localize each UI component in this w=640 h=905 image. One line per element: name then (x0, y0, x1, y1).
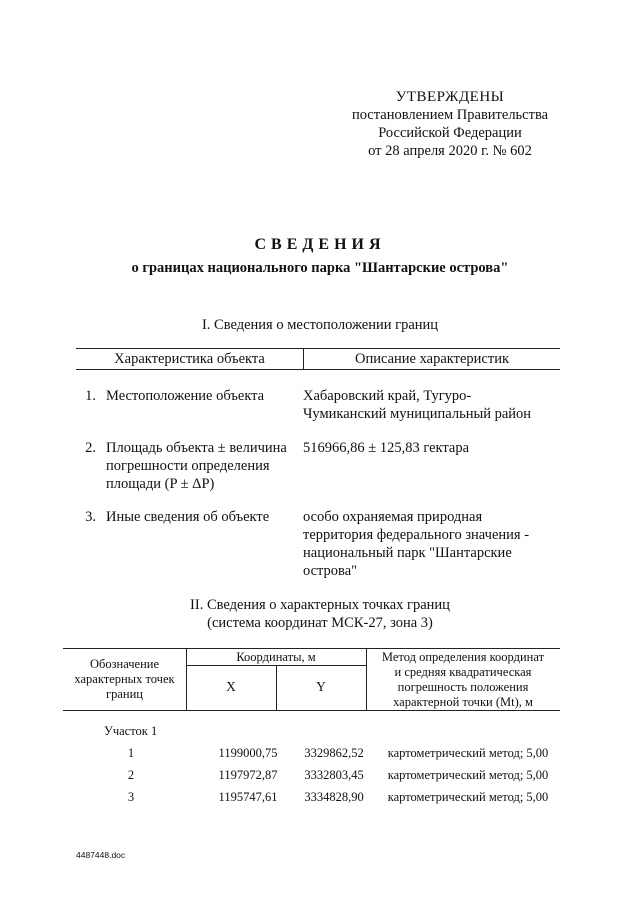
table-row (63, 746, 560, 762)
approval-line: постановлением Правительства (351, 107, 549, 123)
approval-heading: УТВЕРЖДЕНЫ (395, 89, 505, 105)
header-line: погрешность положения (397, 680, 529, 694)
table-2-col-coordinates: Координаты, м (236, 650, 316, 664)
header-line: Метод определения координат (381, 650, 545, 664)
header-line: характерной точки (Mt), м (393, 695, 533, 709)
row-value (303, 508, 565, 580)
section-2-heading-line: (система координат МСК-27, зона 3) (207, 615, 433, 631)
table-2-col-method (366, 650, 560, 710)
table-2-header-rule (63, 710, 560, 711)
coord-y: 3329862,52 (304, 746, 364, 760)
row-label-line: Площадь объекта ± величина (106, 440, 287, 456)
row-label-line: площади (P ± ΔP) (106, 476, 215, 492)
header-line: и средняя квадратическая (394, 665, 532, 679)
coord-x: 1197972,87 (218, 768, 278, 782)
row-value-line: острова" (303, 563, 358, 579)
approval-block (330, 88, 570, 160)
document-title: СВЕДЕНИЯ (254, 236, 386, 253)
point-number: 2 (127, 768, 135, 782)
table-row (63, 790, 560, 806)
table-2-col-x: X (226, 679, 236, 694)
coord-y: 3334828,90 (304, 790, 364, 804)
table-row (63, 768, 560, 784)
coord-x: 1195747,61 (218, 790, 278, 804)
table-1-col-description: Описание характеристик (354, 351, 509, 367)
header-line: Обозначение (89, 657, 160, 671)
table-2-col-y: Y (316, 679, 326, 694)
header-line: характерных точек (74, 672, 175, 686)
approval-line: Российской Федерации (378, 125, 522, 141)
row-label-line: Местоположение объекта (106, 388, 265, 404)
method: картометрический метод; 5,00 (387, 746, 549, 760)
table-2-col-designation (63, 657, 186, 702)
section-2-heading-line: II. Сведения о характерных точках границ (190, 597, 450, 613)
row-number: 2. (85, 440, 96, 456)
row-value-line: территория федерального значения - (303, 527, 530, 543)
row-label-line: Иные сведения об объекте (106, 509, 270, 525)
method: картометрический метод; 5,00 (387, 790, 549, 804)
row-value-line: 516966,86 ± 125,83 гектара (303, 440, 470, 456)
group-label: Участок 1 (104, 724, 158, 738)
row-number: 1. (85, 388, 96, 404)
section-1-heading: I. Сведения о местоположении границ (201, 317, 439, 333)
table-1-header-rule (76, 369, 560, 370)
table-1-top-rule (76, 348, 560, 349)
coord-y: 3332803,45 (304, 768, 364, 782)
row-label (106, 387, 301, 405)
point-number: 1 (127, 746, 135, 760)
method: картометрический метод; 5,00 (387, 768, 549, 782)
row-value (303, 387, 563, 423)
table-2-top-rule (63, 648, 560, 649)
table-1-col-characteristic: Характеристика объекта (114, 351, 265, 367)
approval-date: от 28 апреля 2020 г. № 602 (368, 143, 532, 159)
row-value (303, 439, 563, 457)
point-number: 3 (127, 790, 135, 804)
row-value-line: национальный парк "Шантарские (303, 545, 512, 561)
row-label (106, 508, 301, 526)
row-label-line: погрешности определения (106, 458, 270, 474)
document-subtitle: о границах национального парка "Шантарские острова" (131, 260, 509, 276)
row-number: 3. (85, 509, 96, 525)
coord-x: 1199000,75 (218, 746, 278, 760)
footer-filename: 4487448.doc (76, 850, 126, 860)
section-2-heading (0, 596, 640, 632)
row-value-line: Чумиканский муниципальный район (303, 406, 532, 422)
row-value-line: Хабаровский край, Тугуро- (303, 388, 472, 404)
header-line: границ (106, 687, 143, 701)
row-value-line: особо охраняемая природная (303, 509, 483, 525)
row-label (106, 439, 302, 493)
